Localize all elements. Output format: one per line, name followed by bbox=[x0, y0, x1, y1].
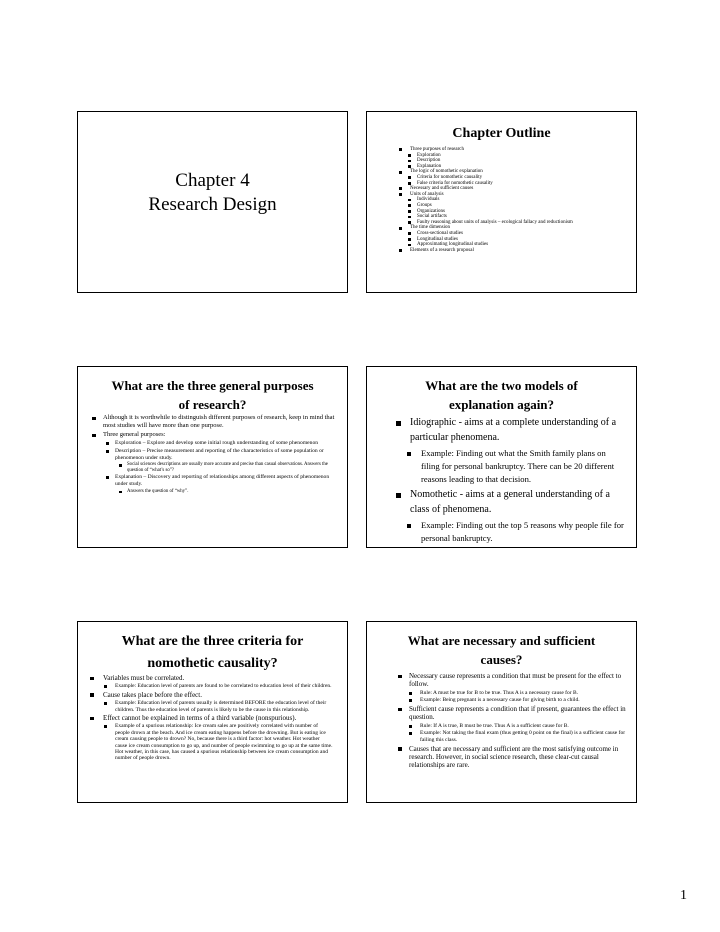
chapter-number: Chapter 4 bbox=[175, 170, 250, 191]
slide-title-line: What are the three general purposes bbox=[111, 378, 314, 393]
list-item: Example: Not taking the final exam (thus getting 0 point on the final) is a sufficient cause for failing this class. bbox=[398, 730, 628, 743]
list-item: Three general purposes: bbox=[90, 431, 339, 439]
list-item: The logic of nomothetic explanation bbox=[397, 169, 632, 175]
list-item: Idiographic - aims at a complete understanding of a particular phenomena. bbox=[396, 416, 626, 445]
list-item: Necessary cause represents a condition that must be present for the effect to follow. bbox=[398, 672, 628, 689]
list-item: Sufficient cause represents a condition that if present, guarantees the effect in question. bbox=[398, 705, 628, 722]
slide-explanation-models bbox=[366, 366, 637, 548]
list-item: Effect cannot be explained in terms of a third variable (nonspurious). bbox=[90, 714, 333, 722]
list-item: Elements of a research proposal bbox=[397, 248, 632, 254]
slide-necessary-sufficient bbox=[366, 621, 637, 803]
list-item: Social artifacts bbox=[397, 214, 632, 220]
list-item: Variables must be correlated. bbox=[90, 674, 333, 682]
list-item: Necessary and sufficient causes bbox=[397, 186, 632, 192]
slide-title-line: of research? bbox=[178, 397, 247, 412]
list-item: Explanation bbox=[397, 164, 632, 170]
list-item: Three purposes of research bbox=[397, 147, 632, 153]
slide-title bbox=[78, 631, 347, 675]
list-item: Individuals bbox=[397, 197, 632, 203]
list-item: Example: Finding out what the Smith family plans on filing for personal bankruptcy. There can be 20 different reasons leading to that decision. bbox=[396, 447, 626, 486]
slide-research-purposes bbox=[77, 366, 348, 548]
list-item: Units of analysis bbox=[397, 192, 632, 198]
list-item: Although it is worthwhile to distinguish different purposes of research, keep in mind that most studies will have more than one purpose. bbox=[90, 414, 339, 430]
list-item: False criteria for nomothetic causality bbox=[397, 181, 632, 187]
list-item: The time dimension bbox=[397, 225, 632, 231]
list-item: Example: Education level of parents are found to be correlated to education level of their children. bbox=[90, 683, 333, 689]
list-item: Example: Being pregnant is a necessary cause for giving birth to a child. bbox=[398, 697, 628, 704]
slide-title-line: explanation again? bbox=[448, 397, 555, 412]
list-item: Groups bbox=[397, 203, 632, 209]
slide-title bbox=[367, 376, 636, 414]
list-item: Nomothetic - aims at a general understanding of a class of phenomena. bbox=[396, 488, 626, 517]
list-item: Faulty reasoning about units of analysis – ecological fallacy and reductionism bbox=[397, 220, 632, 226]
bullet-list bbox=[398, 672, 628, 771]
list-item: Longitudinal studies bbox=[397, 237, 632, 243]
list-item: Cause takes place before the effect. bbox=[90, 691, 333, 699]
slide-title-line: What are necessary and sufficient bbox=[407, 633, 596, 648]
list-item: Approximating longitudinal studies bbox=[397, 242, 632, 248]
list-item: Example: Finding out the top 5 reasons why people file for personal bankruptcy. bbox=[396, 519, 626, 545]
slide-title-line: causes? bbox=[480, 652, 523, 667]
list-item: Answers the question of “why”. bbox=[90, 489, 339, 495]
slide-title-line: What are the three criteria for bbox=[121, 634, 304, 649]
bullet-list bbox=[90, 414, 339, 495]
slide-title bbox=[367, 631, 636, 669]
bullet-list bbox=[396, 416, 626, 547]
outline-list bbox=[397, 147, 632, 253]
slide-title-line: What are the two models of bbox=[425, 378, 578, 393]
list-item: Explanation – Discovery and reporting of relationships among different aspects of phenomenon under study. bbox=[90, 474, 339, 488]
list-item: Exploration – Explore and develop some initial rough understanding of some phenomenon bbox=[90, 440, 339, 447]
list-item: Exploration bbox=[397, 153, 632, 159]
list-item: Example of a spurious relationship: Ice cream sales are positively correlated with number of people drown at the beach. And ice cream eating happens before the drowning. But is eating ice cream causing people to drown? No, because there is a third factor: hot weather. Hot weather cause ice cream consumption to go up, and number of people swimming to go up at the same time. Hot weather, in this case, has caused a spurious relationship between ice cream consumption and number of people drown. bbox=[90, 723, 333, 761]
list-item: Description bbox=[397, 158, 632, 164]
list-item: Example: Education level of parents usually is determined BEFORE the education level of their children. Thus the education level of parents is likely to be the cause in this relationship. bbox=[90, 700, 333, 713]
slide-title: Chapter Outline bbox=[452, 126, 551, 141]
list-item: Rule: A must be true for B to be true. Thus A is a necessary cause for B. bbox=[398, 690, 628, 697]
list-item: Criteria for nomothetic causality bbox=[397, 175, 632, 181]
slide-title-line: nomothetic causality? bbox=[147, 656, 278, 671]
list-item: Rule: If A is true, B must be true. Thus A is a sufficient cause for B. bbox=[398, 723, 628, 730]
list-item: Description – Precise measurement and reporting of the characteristics of some population or phenomenon under study. bbox=[90, 448, 339, 462]
list-item: Causes that are necessary and sufficient are the most satisfying outcome in research. However, in social science research, these clear-cut causal relationships are rare. bbox=[398, 745, 628, 770]
slide-title bbox=[78, 376, 347, 414]
list-item: Social sciences descriptions are usually more accurate and precise than casual observations. Answers the question of “what’s so”? bbox=[90, 462, 339, 474]
list-item: Organizations bbox=[397, 209, 632, 215]
slide-chapter-outline bbox=[366, 111, 637, 293]
chapter-title: Research Design bbox=[148, 194, 277, 215]
slide-nomothetic-criteria bbox=[77, 621, 348, 803]
page-number: 1 bbox=[680, 888, 687, 903]
list-item: Cross-sectional studies bbox=[397, 231, 632, 237]
bullet-list bbox=[90, 674, 333, 763]
slide-chapter-title bbox=[77, 111, 348, 293]
